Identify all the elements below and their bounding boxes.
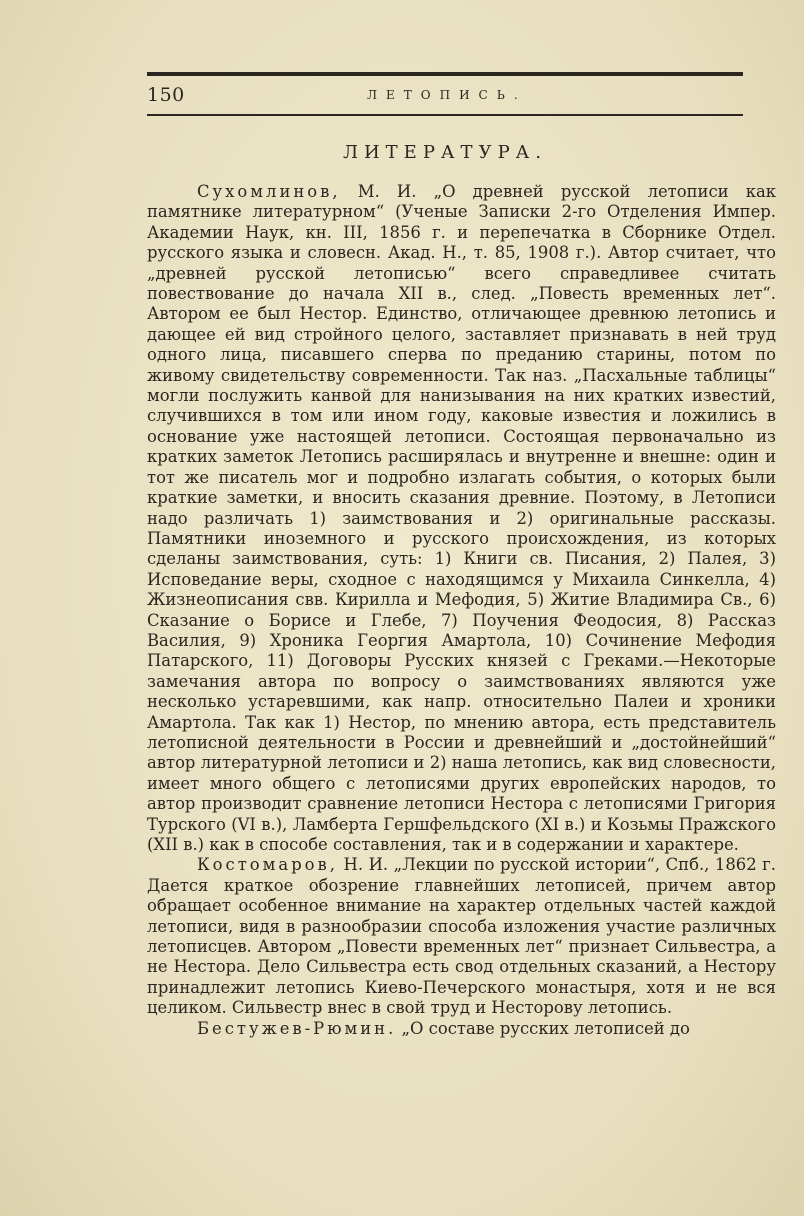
entry-paragraph: [147, 855, 776, 1018]
entry-text: „О составе русских летописей до: [401, 1018, 690, 1038]
header-bottom-rule: [147, 114, 743, 116]
page-body: [147, 182, 776, 1039]
section-heading: ЛИТЕРАТУРА.: [342, 142, 548, 163]
entry-paragraph: [147, 1019, 776, 1039]
entry-author: Бестужев-Рюмин.: [197, 1018, 397, 1038]
header-top-rule: [147, 72, 743, 76]
entry-text: М. И. „О древней русской летописи как памятнике литературном“ (Ученые Записки 2-го Отделения Импер. Академии Наук, кн. III, 1856 г. и перепечатка в Сборнике Отдел. русского языка и словесн. Акад. Н., т. 85, 1908 г.). Автор считает, что „древней русской летописью“ всего справедливее считать повествование до начала XII в., след. „Повесть временных лет“. Автором ее был Нестор. Единство, отличающее древнюю летопись и дающее ей вид стройного целого, заставляет признавать в ней труд одного лица, писавшего сперва по преданию старины, потом по живому свидетельству современности. Так наз. „Пасхальные таблицы“ могли послужить канвой для нанизывания на них кратких известий, случившихся в том или ином году, каковые известия и ложились в основание уже настоящей летописи. Состоящая первоначально из кратких заметок Летопись расширялась и внутренне и внешне: один и тот же писатель мог и подробно излагать события, о которых были краткие заметки, и вносить сказания древние. Поэтому, в Летописи надо различать 1) заимствования и 2) оригинальные рассказы. Памятники иноземного и русского происхождения, из которых сделаны заимствования, суть: 1) Книги св. Писания, 2) Палея, 3) Исповедание веры, сходное с находящимся у Михаила Синкелла, 4) Жизнеописания свв. Кирилла и Мефодия, 5) Житие Владимира Св., 6) Сказание о Борисе и Глебе, 7) Поучения Феодосия, 8) Рассказ Василия, 9) Хроника Георгия Амартола, 10) Сочинение Мефодия Патарского, 11) Договоры Русских князей с Греками.—Некоторые замечания автора по вопросу о заимствованиях являются уже несколько устаревшими, как напр. относительно Палеи и хроники Амартола. Так как 1) Нестор, по мнению автора, есть представитель летописной деятельности в России и древнейший и „достойнейший“ автор литературной летописи и 2) наша летопись, как вид словесности, имеет много общего с летописями других европейских народов, то автор производит сравнение летописи Нестора с летописями Григория Турского (VI в.), Ламберта Гершфельдского (XI в.) и Козьмы Пражского (XII в.) как в способе составления, так и в содержании и характере.: [147, 182, 776, 854]
page-number: 150: [147, 84, 185, 106]
running-title: ЛЕТОПИСЬ.: [367, 88, 527, 102]
entry-author: Сухомлинов,: [197, 182, 341, 201]
entry-author: Костомаров,: [197, 855, 338, 875]
entry-paragraph: [147, 182, 776, 855]
page-header: [147, 84, 743, 112]
entry-text: Н. И. „Лекции по русской истории“, Спб., 1862 г. Дается краткое обозрение главнейших летописей, причем автор обращает особенное внимание на характер отдельных частей каждой летописи, видя в разнообразии способа изложения участие различных летописцев. Автором „Повести временных лет“ признает Сильвестра, а не Нестора. Дело Сильвестра есть свод отдельных сказаний, а Нестору принадлежит летопись Киево-Печерского монастыря, хотя и не вся целиком. Сильвестр внес в свой труд и Несторову летопись.: [147, 855, 776, 1018]
